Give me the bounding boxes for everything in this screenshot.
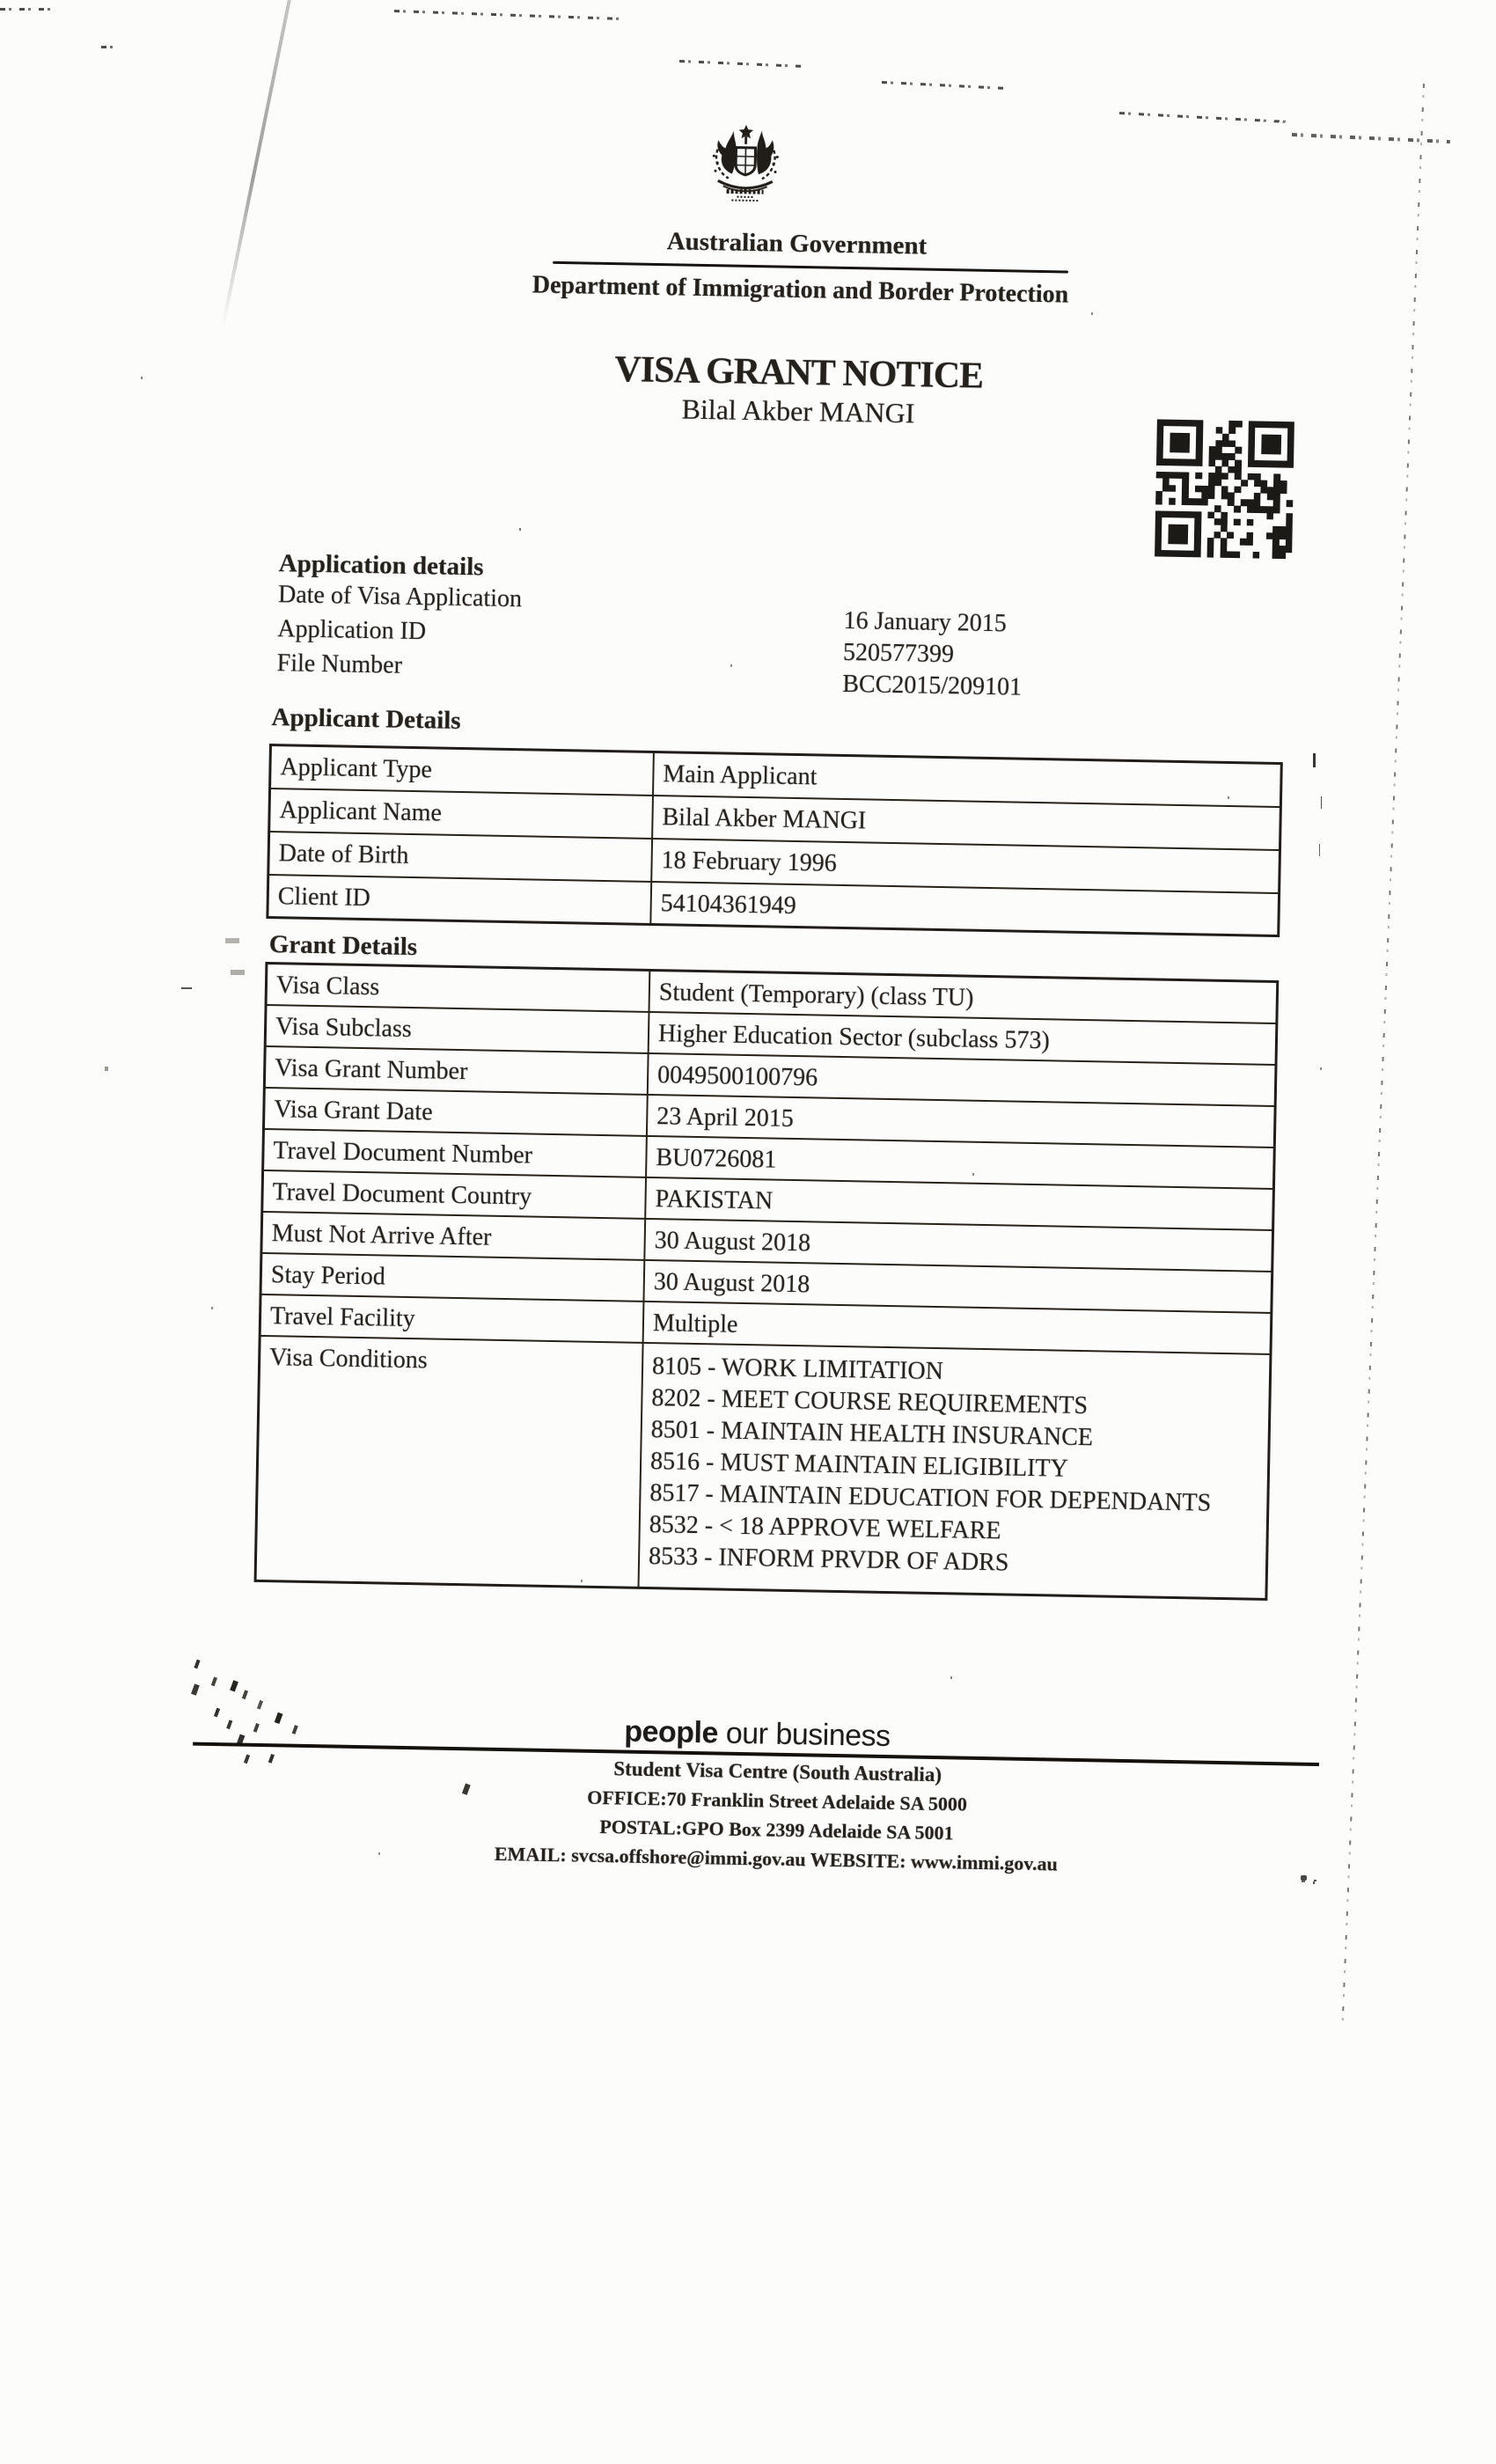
field-label: File Number bbox=[276, 649, 403, 679]
row-value: 0049500100796 bbox=[648, 1052, 1276, 1105]
row-label: Applicant Type bbox=[270, 745, 654, 796]
row-value: 30 August 2018 bbox=[644, 1218, 1272, 1271]
footer-contact-block bbox=[336, 1753, 1218, 1885]
visa-condition: 8533 - INFORM PRVDR OF ADRS bbox=[648, 1542, 1009, 1577]
footer-email-website: EMAIL: svcsa.offshore@immi.gov.au WEBSITE: www.immi.gov.au bbox=[494, 1842, 1059, 1875]
row-label: Travel Document Number bbox=[263, 1128, 647, 1177]
visa-condition: 8105 - WORK LIMITATION bbox=[651, 1352, 944, 1385]
visa-conditions-list bbox=[638, 1342, 1270, 1599]
application-details-values bbox=[842, 605, 1023, 704]
department-name: Department of Immigration and Border Protection bbox=[532, 271, 1069, 309]
row-label: Visa Conditions bbox=[255, 1335, 643, 1587]
row-value: Higher Education Sector (subclass 573) bbox=[649, 1011, 1277, 1064]
row-value: PAKISTAN bbox=[645, 1177, 1273, 1229]
qr-code-svg bbox=[1155, 419, 1294, 559]
row-label: Date of Birth bbox=[268, 832, 652, 882]
row-value: 30 August 2018 bbox=[643, 1259, 1272, 1312]
applicant-details-heading: Applicant Details bbox=[271, 703, 461, 735]
footer-office-name: Student Visa Centre (South Australia) bbox=[613, 1757, 942, 1786]
row-label: Travel Document Country bbox=[262, 1170, 646, 1218]
footer-office-address: OFFICE:70 Franklin Street Adelaide SA 5000 bbox=[587, 1786, 968, 1815]
row-label: Visa Grant Date bbox=[263, 1087, 647, 1135]
application-details-labels bbox=[276, 577, 522, 685]
row-value: 18 February 1996 bbox=[651, 838, 1280, 892]
qr-code bbox=[1155, 419, 1294, 559]
row-label: Applicant Name bbox=[269, 788, 653, 839]
header-rule bbox=[553, 261, 1068, 274]
visa-condition: 8532 - < 18 APPROVE WELFARE bbox=[649, 1510, 1001, 1544]
tagline-bold: people bbox=[623, 1714, 719, 1750]
row-value: 23 April 2015 bbox=[647, 1094, 1275, 1147]
field-label: Date of Visa Application bbox=[277, 581, 523, 613]
row-value: Student (Temporary) (class TU) bbox=[649, 970, 1277, 1023]
application-details-heading: Application details bbox=[278, 549, 484, 582]
visa-condition: 8202 - MEET COURSE REQUIREMENTS bbox=[651, 1383, 1089, 1419]
government-name: Australian Government bbox=[666, 227, 928, 260]
row-label: Travel Facility bbox=[260, 1294, 643, 1342]
grant-details-heading: Grant Details bbox=[268, 930, 418, 962]
visa-condition: 8501 - MAINTAIN HEALTH INSURANCE bbox=[650, 1415, 1094, 1451]
row-value: Bilal Akber MANGI bbox=[652, 795, 1280, 849]
grant-details-table bbox=[254, 962, 1280, 1600]
row-label: Visa Class bbox=[266, 963, 649, 1011]
field-value: 520577399 bbox=[842, 638, 955, 669]
row-label: Client ID bbox=[268, 875, 651, 925]
page-title: VISA GRANT NOTICE bbox=[614, 349, 984, 397]
row-label: Visa Grant Number bbox=[264, 1045, 648, 1094]
table-row bbox=[255, 1335, 1271, 1599]
applicant-details-table bbox=[266, 744, 1282, 937]
row-value: 54104361949 bbox=[650, 881, 1279, 935]
row-value: BU0726081 bbox=[646, 1135, 1274, 1188]
tagline-rest: our business bbox=[717, 1716, 891, 1754]
row-label: Visa Subclass bbox=[265, 1004, 649, 1052]
australian-coat-of-arms bbox=[687, 122, 803, 228]
row-label: Must Not Arrive After bbox=[261, 1211, 645, 1259]
visa-condition: 8516 - MUST MAINTAIN ELIGIBILITY bbox=[649, 1447, 1069, 1483]
visa-condition: 8517 - MAINTAIN EDUCATION FOR DEPENDANTS bbox=[649, 1478, 1212, 1517]
footer-postal-address: POSTAL:GPO Box 2399 Adelaide SA 5001 bbox=[599, 1815, 954, 1844]
row-value: Main Applicant bbox=[653, 752, 1281, 807]
field-value: 16 January 2015 bbox=[843, 606, 1007, 638]
field-value: BCC2015/209101 bbox=[842, 670, 1023, 701]
row-value: Multiple bbox=[643, 1301, 1272, 1353]
field-label: Application ID bbox=[277, 615, 427, 646]
applicant-name-subtitle: Bilal Akber MANGI bbox=[681, 392, 915, 429]
row-label: Stay Period bbox=[260, 1252, 644, 1301]
